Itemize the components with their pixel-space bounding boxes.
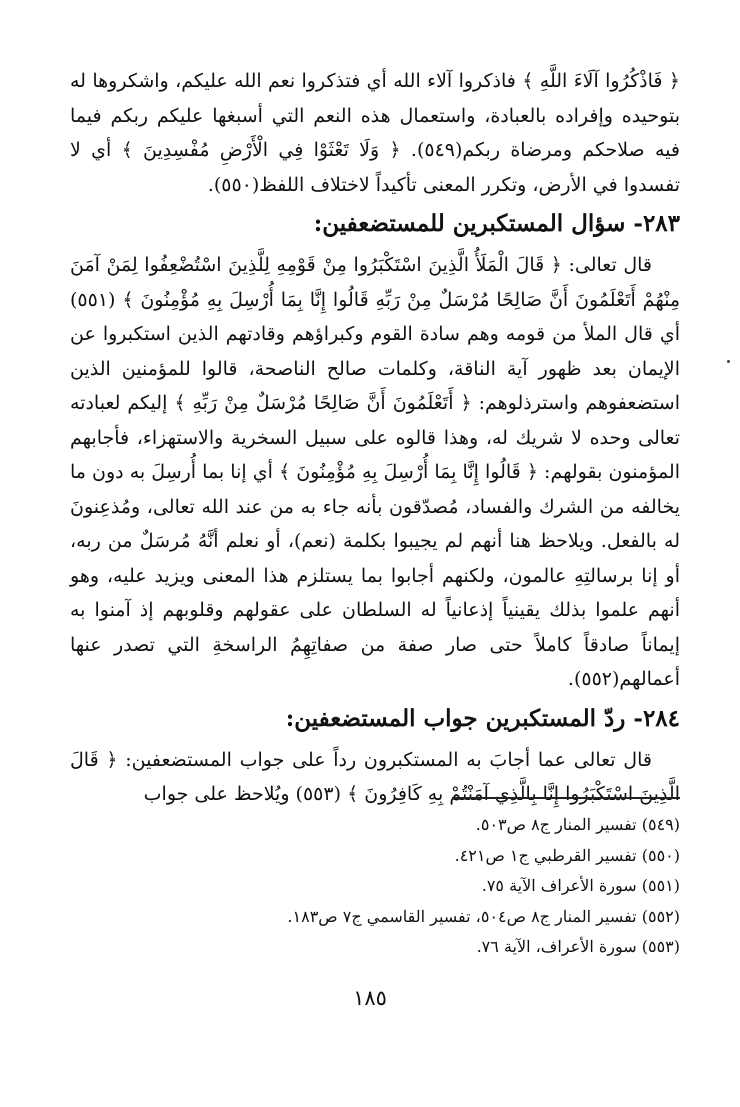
footnote-553: (٥٥٣) سورة الأعراف، الآية ٧٦.: [476, 937, 680, 956]
section-heading-284: ٢٨٤- ردّ المستكبرين جواب المستضعفين:: [285, 704, 680, 732]
page-number: ١٨٥: [353, 986, 387, 1010]
footnote-550: (٥٥٠) تفسير القرطبي ج١ ص٤٢١.: [454, 845, 680, 865]
footnotes: [240, 810, 680, 963]
footnote-divider: [452, 797, 680, 799]
quran-verse: ﴿ قَالَ الَّذِينَ اسْتَكْبَرُوا إِنَّا بِالَّذِي آمَنْتُمْ بِهِ كَافِرُونَ ﴾: [70, 748, 680, 805]
verse-intro: قال تعالى:: [568, 254, 652, 276]
footnote-552: (٥٥٢) تفسير المنار ج٨ ص٥٠٤، تفسير القاسمي ج٧ ص١٨٣.: [287, 906, 680, 926]
margin-mark: [727, 360, 730, 363]
main-text-column: [70, 64, 680, 812]
paragraph-section-283: [70, 248, 680, 697]
footnote-551: (٥٥١) سورة الأعراف الآية ٧٥.: [481, 876, 680, 895]
footnote-549: (٥٤٩) تفسير المنار ج٨ ص٥٠٣.: [475, 815, 680, 834]
paragraph-body: (٥٥٣) ويُلاحظ على جواب: [143, 783, 342, 805]
verse-intro: قال تعالى عما أجابَ به المستكبرون رداً على جواب المستضعفين:: [125, 748, 652, 771]
paragraph-verse-commentary: ﴿ فَاذْكُرُوا آلَاءَ اللَّهِ ﴾ فاذكروا آلاء الله أي فتذكروا نعم الله عليكم، واشكروها له بتوحيده وإفراده بالعبادة، واستعمال هذه النعم التي أسبغها عليكم ربكم فيما فيه صلاحكم ومرضاة ربكم(٥٤٩). ﴿ وَلَا تَعْثَوْا فِي الْأَرْضِ مُفْسِدِينَ ﴾ أي لا تفسدوا في الأرض، وتكرر المعنى تأكيداً لاختلاف اللفظ(٥٥٠).: [70, 70, 680, 196]
paragraph-section-284: [70, 743, 680, 812]
quran-verse: ﴿ قَالَ الْمَلَأُ الَّذِينَ اسْتَكْبَرُوا مِنْ قَوْمِهِ لِلَّذِينَ اسْتُضْعِفُوا لِمَنْ آمَنَ مِنْهُمْ أَتَعْلَمُونَ أَنَّ صَالِحًا مُرْسَلٌ مِنْ رَبِّهِ قَالُوا إِنَّا بِمَا أُرْسِلَ بِهِ مُؤْمِنُونَ ﴾: [70, 254, 680, 311]
paragraph-body: (٥٥١) أي قال الملأ من قومه وهم سادة القوم وكبراؤهم وقادتهم الذين استكبروا عن الإيمان بعد ظهور آية الناقة، وكلمات صالح الناصحة، قالوا للمؤمنين الذين استضعفوهم واسترذلوهم: ﴿ أَتَعْلَمُونَ أَنَّ صَالِحًا مُرْسَلٌ مِنْ رَبِّهِ ﴾ إليكم لعبادته تعالى وحده لا شريك له، وهذا قالوه على سبيل السخرية والاستهزاء، فأجابهم المؤمنون بقولهم: ﴿ قَالُوا إِنَّا بِمَا أُرْسِلَ بِهِ مُؤْمِنُونَ ﴾ أي إنا بما أُرسِلَ به دون ما يخالفه من الشرك والفساد، مُصدّقون بأنه جاء به من عند الله تعالى، ومُذعِنونَ له بالفعل. ويلاحظ هنا أنهم لم يجيبوا بكلمة (نعم)، أو نعلم أنَّهُ مُرسَلٌ من ربه، أو إنا برسالتِهِ عالمون، ولكنهم أجابوا بما يستلزم هذا المعنى ويزيد عليه، وهو أنهم علموا بذلك يقينياً إذعانياً له السلطان على عقولهم وقلوبهم إذ آمنوا به إيماناً صادقاً كاملاً حتى صار صفة من صفاتِهِمُ الراسخةِ التي تصدر عنها أعمالهم(٥٥٢).: [70, 288, 680, 690]
section-heading-283: ٢٨٣- سؤال المستكبرين للمستضعفين:: [313, 210, 680, 237]
